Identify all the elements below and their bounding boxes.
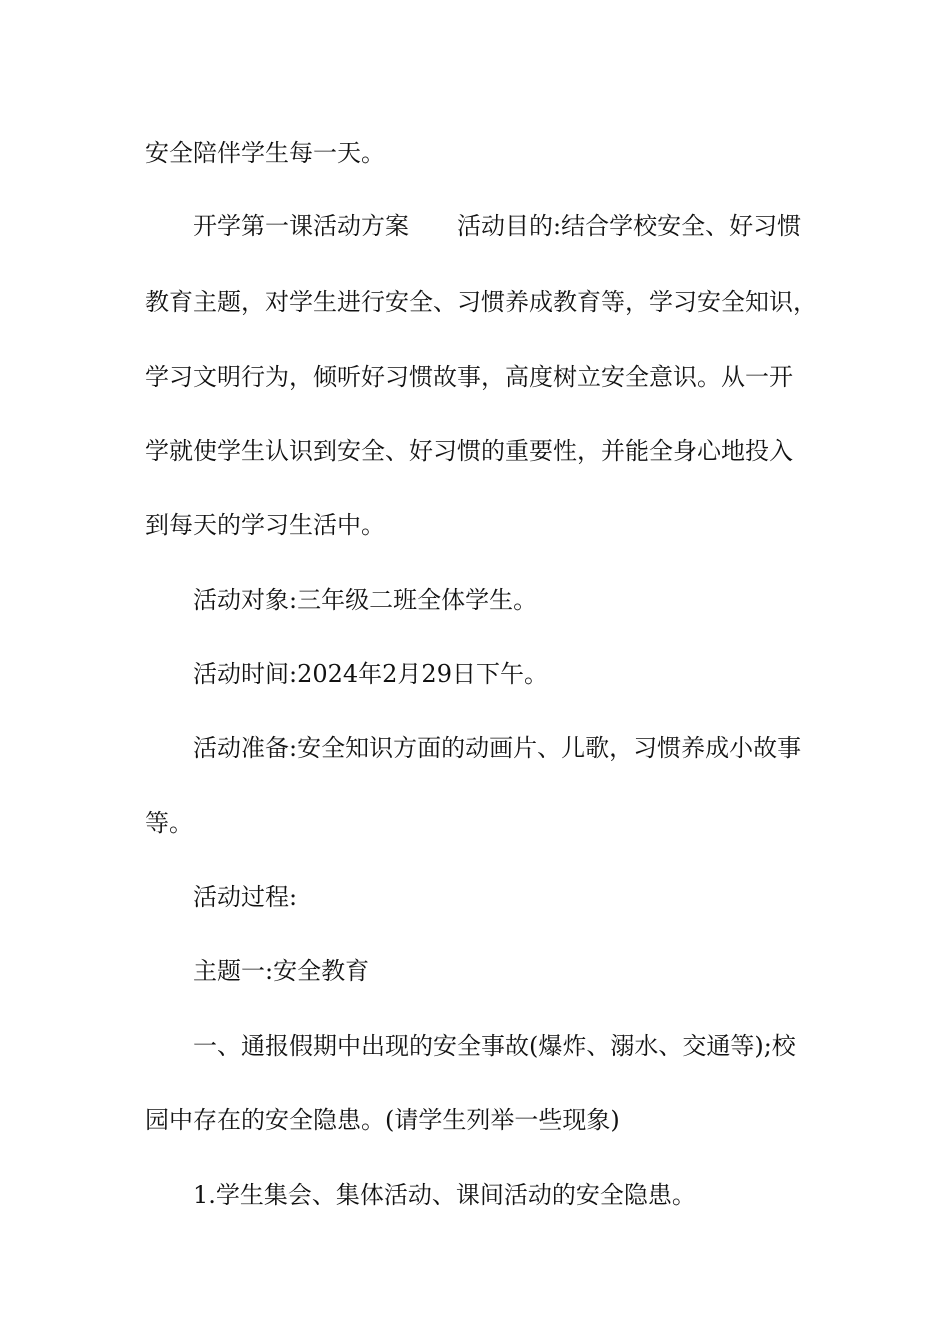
activity-time-line: 活动时间:2024年2月29日下午。 xyxy=(193,660,548,688)
activity-preparation-continued: 等。 xyxy=(145,809,193,837)
activity-preparation-line: 活动准备:安全知识方面的动画片、儿歌，习惯养成小故事 xyxy=(193,734,802,762)
paragraph-line-4: 学习文明行为，倾听好习惯故事，高度树立安全意识。从一开 xyxy=(145,363,793,391)
theme-one-heading: 主题一:安全教育 xyxy=(193,957,370,985)
paragraph-line-5: 学就使学生认识到安全、好习惯的重要性，并能全身心地投入 xyxy=(145,437,793,465)
paragraph-line-3: 教育主题，对学生进行安全、习惯养成教育等，学习安全知识， xyxy=(145,288,817,316)
paragraph-line-2: 开学第一课活动方案 活动目的:结合学校安全、好习惯 xyxy=(193,212,802,240)
activity-process-heading: 活动过程: xyxy=(193,883,298,911)
section-one-line: 一、通报假期中出现的安全事故(爆炸、溺水、交通等);校 xyxy=(193,1032,796,1060)
section-one-continued: 园中存在的安全隐患。(请学生列举一些现象) xyxy=(145,1106,620,1134)
list-item-1: 1.学生集会、集体活动、课间活动的安全隐患。 xyxy=(193,1181,696,1209)
paragraph-line-6: 到每天的学习生活中。 xyxy=(145,511,385,539)
paragraph-line-1: 安全陪伴学生每一天。 xyxy=(145,139,385,167)
activity-target-line: 活动对象:三年级二班全体学生。 xyxy=(193,586,538,614)
